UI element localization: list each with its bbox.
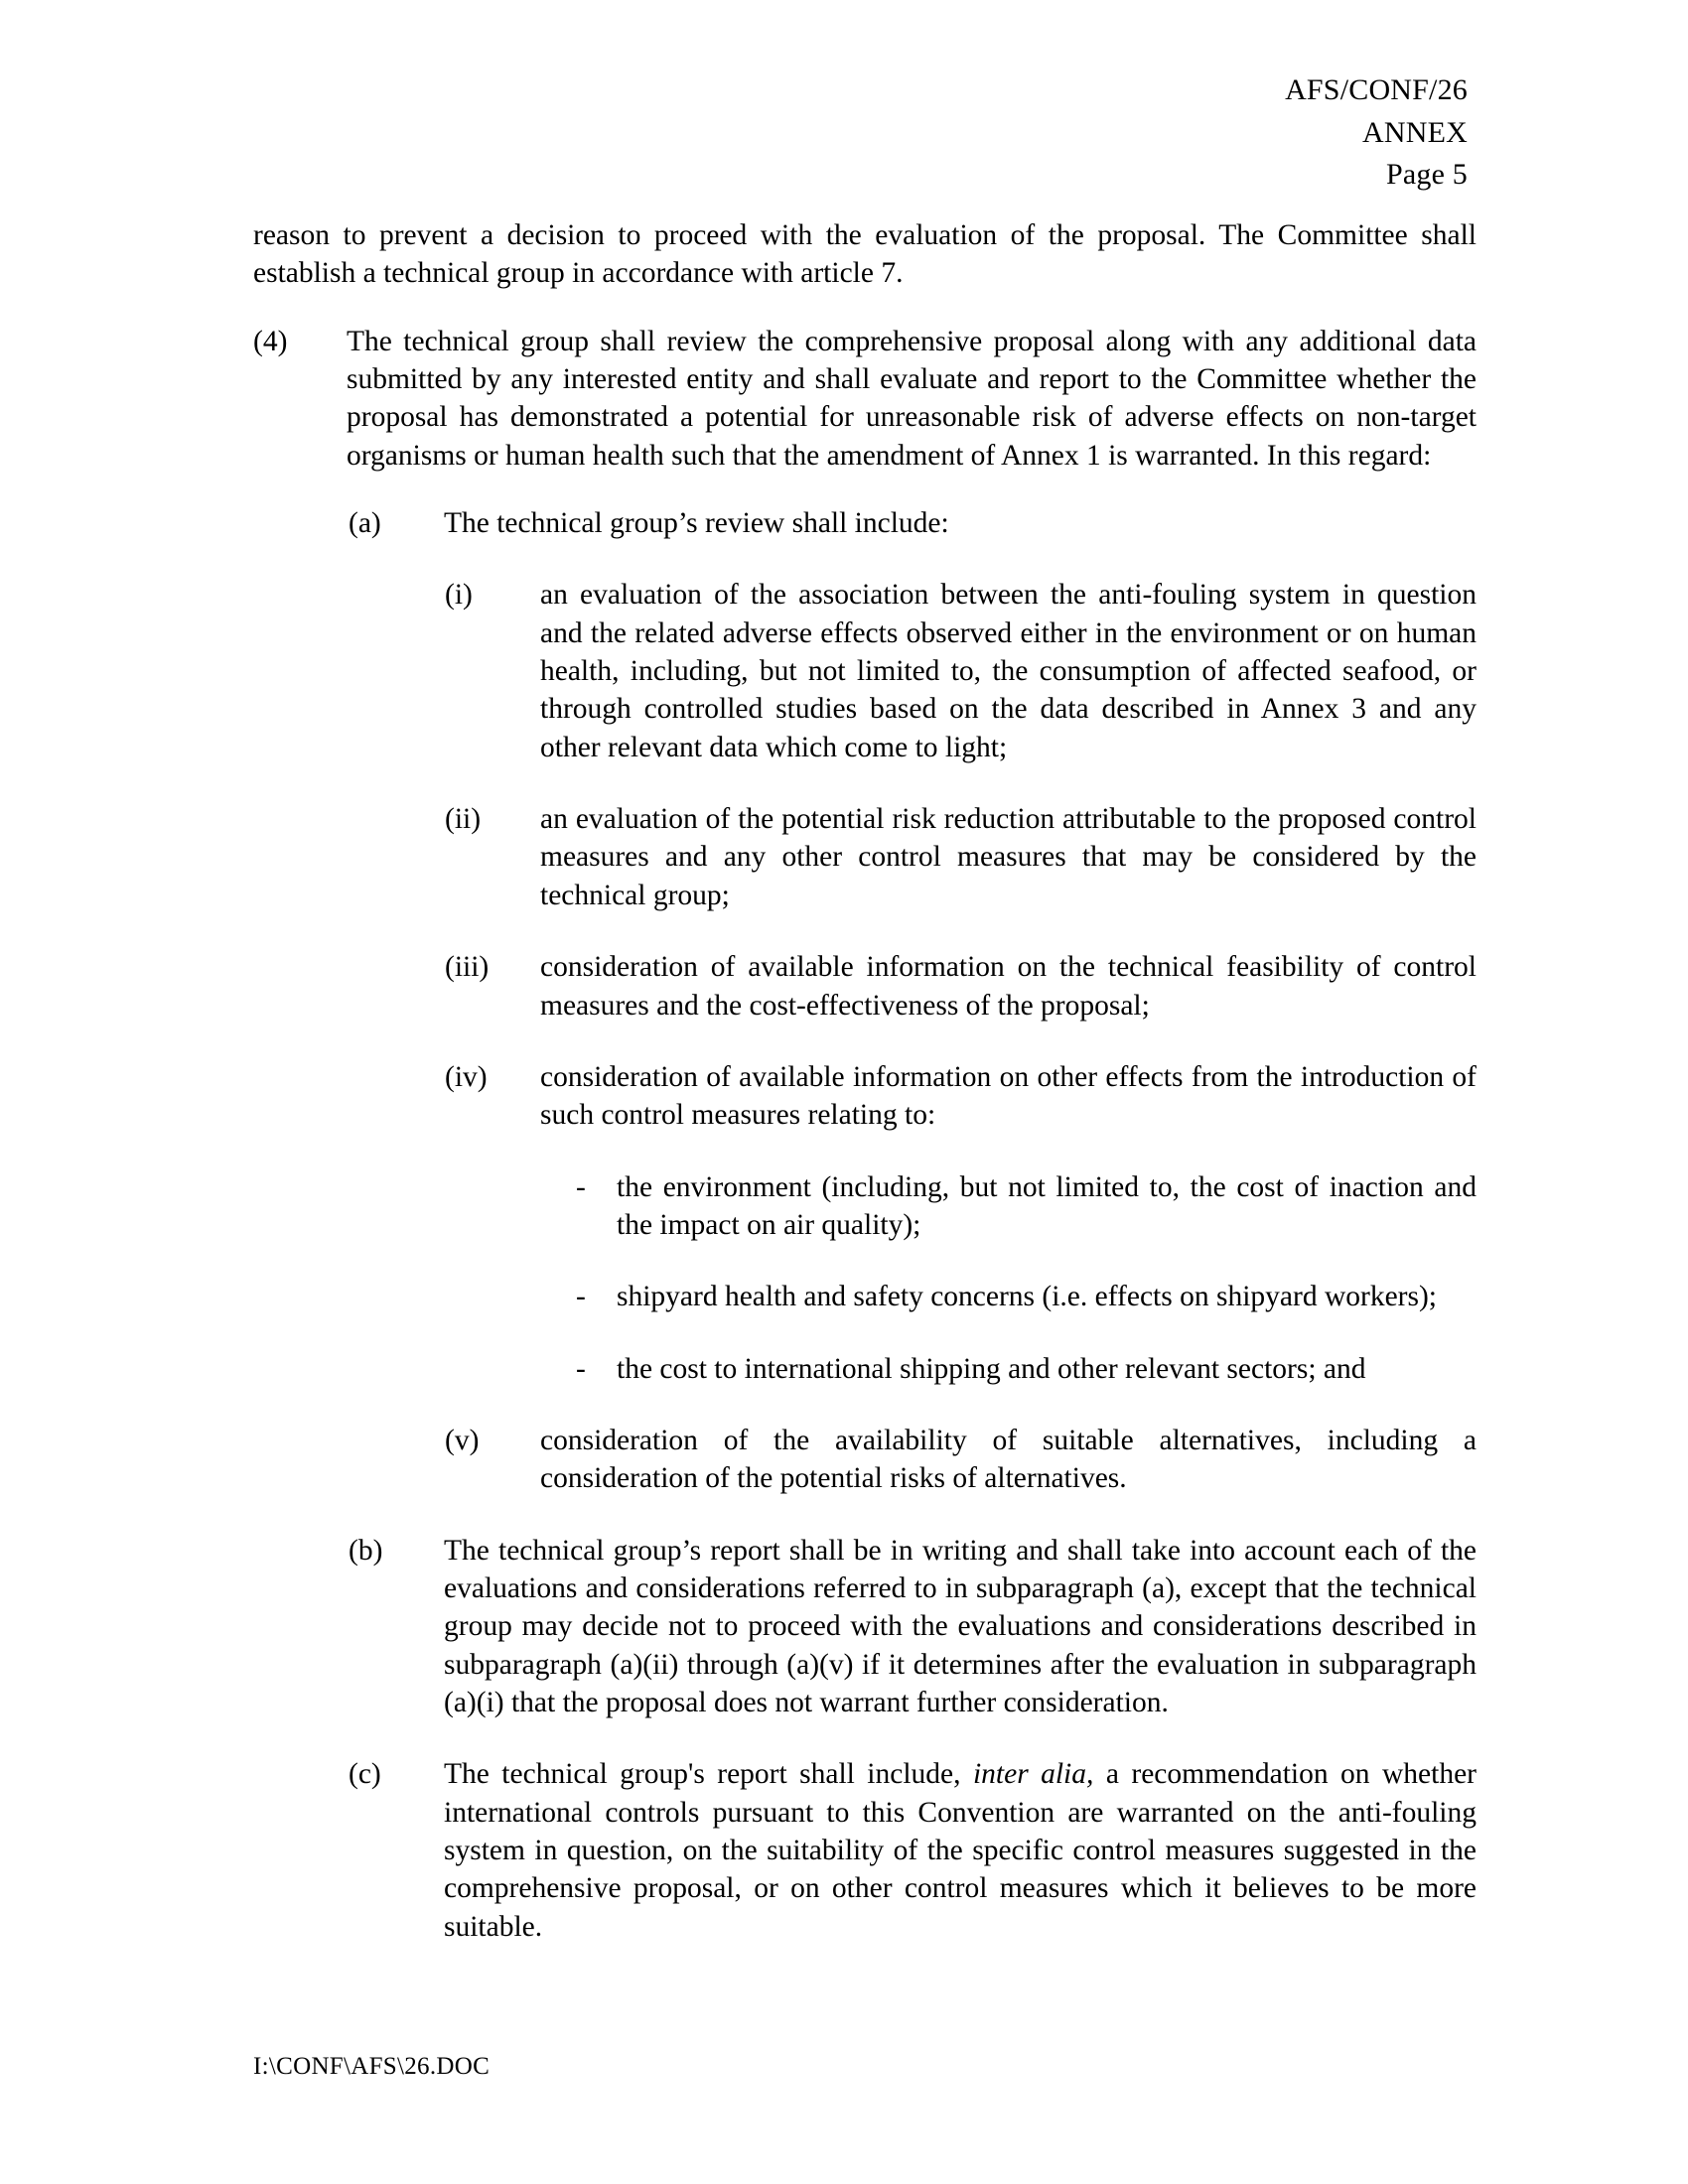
list-item-a	[253, 504, 1477, 542]
dash-bullet-environment-text: the environment (including, but not limited to, the cost of inaction and the impact on air quality);	[617, 1170, 1477, 1241]
header-page-number: Page 5	[1385, 158, 1468, 192]
dash-bullet-shipyard-health	[253, 1278, 1477, 1315]
list-item-a-ii-marker: (ii)	[445, 803, 482, 836]
list-item-a-iii	[253, 948, 1477, 1024]
footer-file-path: I:\CONF\AFS\26.DOC	[253, 2053, 491, 2080]
list-item-b-marker: (b)	[349, 1534, 383, 1567]
list-item-a-i-marker: (i)	[445, 579, 473, 612]
list-item-a-i-text: an evaluation of the association between the anti-fouling system in question and the related adverse effects observed either in the environment or on human health, including, but not limited to, the consumption of affected seafood, or through controlled studies based on the data described in Annex 3 and any other relevant data which come to light;	[540, 579, 1477, 763]
intro-paragraph: reason to prevent a decision to proceed with the evaluation of the proposal. The Committee shall establish a technical group in accordance with article 7.	[253, 219, 1477, 290]
dash-bullet-shipyard-health-marker: -	[576, 1281, 586, 1313]
document-body	[253, 216, 1477, 1979]
header-document-symbol: AFS/CONF/26	[1285, 73, 1468, 106]
dash-bullet-shipyard-health-text: shipyard health and safety concerns (i.e. effects on shipyard workers);	[617, 1281, 1437, 1313]
dash-bullet-shipping-cost	[253, 1350, 1477, 1388]
list-item-a-iii-marker: (iii)	[445, 951, 490, 984]
list-item-a-iv-marker: (iv)	[445, 1060, 488, 1093]
list-item-c	[253, 1755, 1477, 1946]
list-item-c-text-after: a recommendation on whether international controls pursuant to this Convention are warranted on the anti-fouling system in question, on the suitability of the specific control measures suggested in the comprehensive proposal, or on other control measures which it believes to be more suitable.	[444, 1758, 1477, 1943]
list-item-a-ii-text: an evaluation of the potential risk reduction attributable to the proposed control measures and any other control measures that may be considered by the technical group;	[540, 803, 1477, 911]
list-item-c-text	[444, 1755, 1477, 1946]
list-item-a-lead: The technical group’s review shall include:	[444, 507, 949, 540]
list-item-a-v	[253, 1422, 1477, 1498]
list-item-a-v-marker: (v)	[445, 1424, 480, 1456]
list-item-b-text: The technical group’s report shall be in writing and shall take into account each of the evaluations and considerations referred to in subparagraph (a), except that the technical group may decide not to proceed with the evaluations and considerations described in subparagraph (a)(ii) through (a)(v) if it determines after the evaluation in subparagraph (a)(i) that the proposal does not warrant further consideration.	[444, 1534, 1477, 1718]
list-item-a-iv-text: consideration of available information on other effects from the introduction of such control measures relating to:	[540, 1060, 1477, 1132]
list-item-a-v-text: consideration of the availability of suitable alternatives, including a consideration of the potential risks of alternatives.	[540, 1424, 1477, 1495]
list-item-c-italic-phrase: inter alia,	[972, 1758, 1094, 1791]
list-item-b	[253, 1532, 1477, 1722]
header-annex-label: ANNEX	[1362, 115, 1468, 149]
paragraph-4	[253, 323, 1477, 475]
list-item-a-ii	[253, 800, 1477, 914]
list-item-a-iv	[253, 1058, 1477, 1135]
dash-bullet-environment	[253, 1168, 1477, 1245]
dash-bullet-shipping-cost-marker: -	[576, 1352, 586, 1385]
document-header	[1285, 69, 1468, 197]
list-item-a-marker: (a)	[349, 507, 381, 540]
list-item-c-text-before: The technical group's report shall include,	[444, 1758, 973, 1791]
dash-bullet-environment-marker: -	[576, 1170, 586, 1203]
dash-bullet-shipping-cost-text: the cost to international shipping and other relevant sectors; and	[617, 1352, 1366, 1385]
list-item-a-i	[253, 576, 1477, 766]
paragraph-4-number: (4)	[253, 325, 288, 357]
paragraph-4-text: The technical group shall review the comprehensive proposal along with any additional data submitted by any interested entity and shall evaluate and report to the Committee whether the proposal has demonstrated a potential for unreasonable risk of adverse effects on non-target organisms or human health such that the amendment of Annex 1 is warranted. In this regard:	[347, 325, 1477, 472]
list-item-a-iii-text: consideration of available information on the technical feasibility of control measures and the cost-effectiveness of the proposal;	[540, 951, 1477, 1022]
list-item-c-marker: (c)	[349, 1758, 381, 1791]
